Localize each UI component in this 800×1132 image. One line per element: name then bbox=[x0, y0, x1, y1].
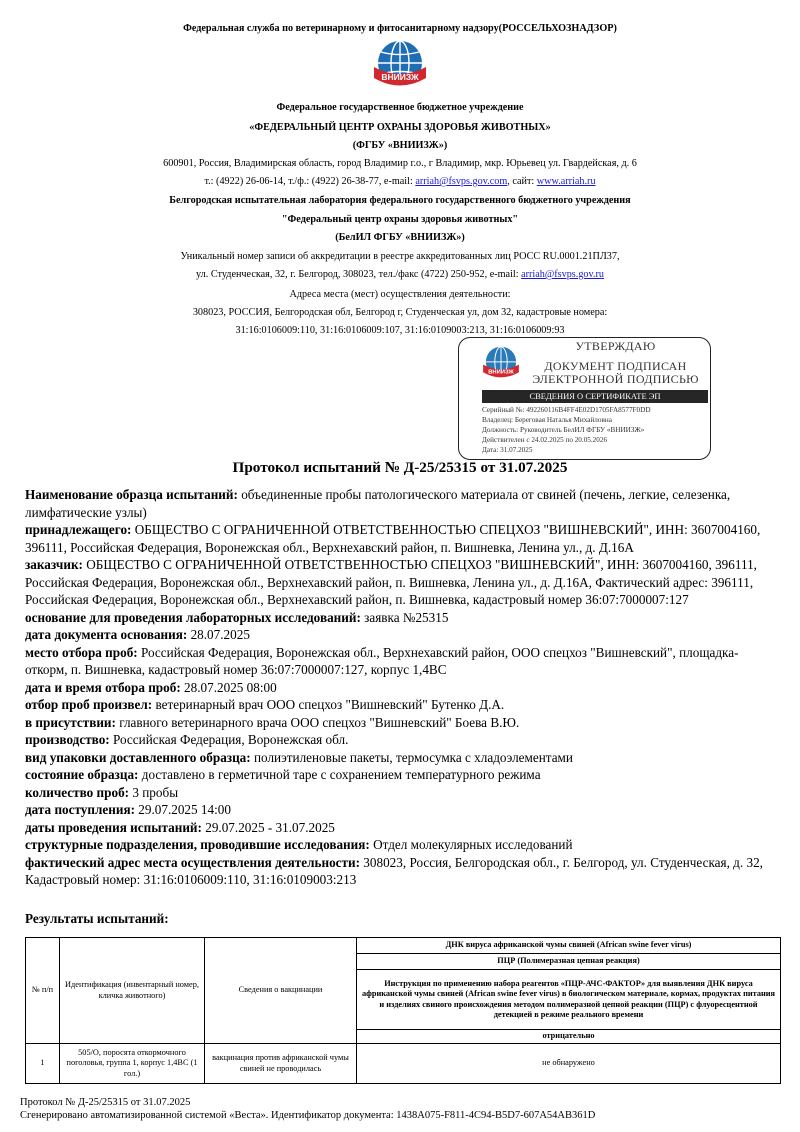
stamp-valid: Действителен с 24.02.2025 по 20.05.2026 bbox=[482, 436, 608, 444]
field-presence: в присутствии: главного ветеринарного врача ООО спецхоз "Вишневский" Боева В.Ю. bbox=[25, 714, 520, 730]
footer-protocol: Протокол № Д-25/25315 от 31.07.2025 bbox=[20, 1097, 191, 1108]
stamp-line1: ДОКУМЕНТ ПОДПИСАН bbox=[544, 359, 687, 373]
field-received-date: дата поступления: 29.07.2025 14:00 bbox=[25, 802, 231, 817]
stamp-date: Дата: 31.07.2025 bbox=[482, 446, 533, 454]
row-id: 505/О, поросята откормочного поголовья, группа 1, корпус 1,4ВС (1 гол.) bbox=[60, 1044, 205, 1084]
activity-address: 308023, РОССИЯ, Белгородская обл, Белгород г, Студенческая ул, дом 32, кадастровые номера: bbox=[192, 307, 608, 318]
field-sampling-datetime: дата и время отбора проб: 28.07.2025 08:00 bbox=[25, 679, 277, 695]
field-sampled-by: отбор проб произвел: ветеринарный врач ООО спецхоз "Вишневский" Бутенко Д.А. bbox=[25, 697, 505, 712]
col-id-header: Идентификация (инвентарный номер, кличка животного) bbox=[60, 938, 205, 1044]
results-table bbox=[25, 937, 781, 1084]
org-short: (ФГБУ «ВНИИЗЖ») bbox=[352, 140, 448, 151]
lab-name: Белгородская испытательная лаборатория федерального государственного бюджетного учреждения bbox=[169, 195, 631, 206]
stamp-owner: Владелец: Береговая Наталья Михайловна bbox=[482, 416, 612, 424]
field-basis: основание для проведения лабораторных исследований: заявка №25315 bbox=[25, 609, 449, 625]
signature-stamp bbox=[458, 337, 711, 460]
lab-email-link[interactable]: arriah@fsvps.gov.ru bbox=[521, 269, 604, 280]
results-title: Результаты испытаний: bbox=[25, 911, 169, 926]
lab-center: "Федеральный центр охраны здоровья животных" bbox=[281, 214, 519, 225]
stamp-serial: Серийный №: 492260116B4FF4E02D1705FA8577F0DD bbox=[482, 406, 651, 414]
org-address: 600901, Россия, Владимирская область, город Владимир г.о., г Владимир, мкр. Юрьевец ул. Гвардейская, д. 6 bbox=[163, 158, 637, 169]
org-name: «ФЕДЕРАЛЬНЫЙ ЦЕНТР ОХРАНЫ ЗДОРОВЬЯ ЖИВОТНЫХ» bbox=[249, 122, 551, 133]
field-condition: состояние образца: доставлено в герметичной таре с сохранением температурного режима bbox=[25, 767, 541, 782]
row-num: 1 bbox=[26, 1044, 60, 1084]
field-sample-name: Наименование образца испытаний: объединенные пробы патологического материала от свиней (печень, легкие, селезенка, лимфатические узлы) bbox=[25, 487, 731, 520]
field-owner: принадлежащего: ОБЩЕСТВО С ОГРАНИЧЕННОЙ ОТВЕТСТВЕННОСТЬЮ СПЕЦХОЗ "ВИШНЕВСКИЙ", ИНН: 3607004160, 396111, Российская Федерация, Воронежская обл., Верхнехавский район, п. Вишневка, Ленина ул., д. Д.16А bbox=[25, 522, 761, 555]
col-num-header: № п/п bbox=[26, 938, 60, 1044]
protocol-title: Протокол испытаний № Д-25/25315 от 31.07.2025 bbox=[232, 459, 568, 476]
col-vacc-header: Сведения о вакцинации bbox=[205, 938, 357, 1044]
cadastral-numbers: 31:16:0106009:110, 31:16:0106009:107, 31:16:0109003:213, 31:16:0106009:93 bbox=[235, 325, 565, 336]
stamp-cert-bar: СВЕДЕНИЯ О СЕРТИФИКАТЕ ЭП bbox=[482, 390, 708, 403]
stamp-approve: УТВЕРЖДАЮ bbox=[575, 339, 656, 353]
email-link[interactable]: arriah@fsvps.gov.com bbox=[415, 176, 508, 187]
field-basis-date: дата документа основания: 28.07.2025 bbox=[25, 627, 250, 642]
stamp-logo-icon bbox=[478, 344, 524, 388]
field-test-dates: даты проведения испытаний: 29.07.2025 - 31.07.2025 bbox=[25, 819, 335, 835]
table-row bbox=[26, 1044, 781, 1084]
field-departments: структурные подразделения, проводившие исследования: Отдел молекулярных исследований bbox=[25, 837, 573, 852]
row-result: не обнаружено bbox=[357, 1044, 781, 1084]
field-packaging: вид упаковки доставленного образца: полиэтиленовые пакеты, термосумка с хладоэлементами bbox=[25, 749, 573, 765]
activity-title: Адреса места (мест) осуществления деятельности: bbox=[289, 289, 511, 300]
vniizzh-logo-icon bbox=[368, 37, 432, 101]
field-actual-address: фактический адрес места осуществления деятельности: 308023, Россия, Белгородская обл., г. Белгород, ул. Студенческая, д. 32, Кадастровый номер: 31:16:0106009:110, 31:16:0109003:213 bbox=[25, 854, 763, 887]
footer-generated: Сгенерировано автоматизированной системой «Веста». Идентификатор документа: 1438A075-F811-4C94-B5D7-607A54AB361D bbox=[20, 1110, 596, 1121]
accreditation: Уникальный номер записи об аккредитации в реестре аккредитованных лиц РОСС RU.0001.21ПЛ37, bbox=[180, 251, 620, 262]
norm-header: отрицательно bbox=[357, 1030, 781, 1044]
field-customer: заказчик: ОБЩЕСТВО С ОГРАНИЧЕННОЙ ОТВЕТСТВЕННОСТЬЮ СПЕЦХОЗ "ВИШНЕВСКИЙ", ИНН: 3607004160, 396111, Российская Федерация, Воронежская обл., Верхнехавский район, п. Вишневка, Ленина ул., д. Д.16А, Фактический адрес: 396111, Российская Федерация, Воронежская обл., Верхнехавский район, п. Вишневка, кадастровый номер 36:07:7000007:127 bbox=[25, 557, 757, 607]
disease-header: ДНК вируса африканской чумы свиней (African swine fever virus) bbox=[357, 938, 781, 954]
logo-text: ВНИИЗЖ bbox=[381, 72, 419, 82]
site-link[interactable]: www.arriah.ru bbox=[536, 176, 596, 187]
field-sampling-place: место отбора проб: Российская Федерация, Воронежская обл., Верхнехавский район, ООО спецхоз "Вишневский", площадка-откорм, п. Вишневка, кадастровый номер 36:07:7000007:127, корпус 1,4ВС bbox=[25, 644, 739, 677]
field-sample-count: количество проб: 3 пробы bbox=[25, 784, 179, 800]
lab-address: ул. Студенческая, 32, г. Белгород, 308023, тел./факс (4722) 250-952, e-mail: arriah@fsvps.gov.ru bbox=[196, 269, 604, 280]
row-vacc: вакцинация против африканской чумы свиней не проводилась bbox=[205, 1044, 357, 1084]
lab-short: (БелИЛ ФГБУ «ВНИИЗЖ») bbox=[335, 232, 465, 243]
instruction-header: Инструкция по применению набора реагентов «ПЦР-АЧС-ФАКТОР» для выявления ДНК вируса африканской чумы свиней (African swine fever virus) в биологическом материале, кормах, продуктах питания и изделиях свиного происхождения методом полимеразной цепной реакции (ПЦР) с флуоресцентной детекцией в режиме реального времени bbox=[357, 970, 781, 1030]
agency-name: Федеральная служба по ветеринарному и фитосанитарному надзору(РОССЕЛЬХОЗНАДЗОР) bbox=[183, 23, 617, 34]
stamp-logo-text: ВНИИЗЖ bbox=[488, 369, 514, 376]
org-contacts: т.: (4922) 26-06-14, т./ф.: (4922) 26-38-77, e-mail: arriah@fsvps.gov.com, сайт: www.arriah.ru bbox=[204, 176, 596, 187]
method-header: ПЦР (Полимеразная цепная реакция) bbox=[357, 954, 781, 970]
stamp-line2: ЭЛЕКТРОННОЙ ПОДПИСЬЮ bbox=[532, 372, 699, 386]
sample-details bbox=[25, 486, 780, 889]
org-type: Федеральное государственное бюджетное учреждение bbox=[276, 102, 524, 113]
field-production: производство: Российская Федерация, Воронежская обл. bbox=[25, 732, 349, 747]
stamp-position: Должность: Руководитель БелИЛ ФГБУ «ВНИИЗЖ» bbox=[482, 426, 645, 434]
